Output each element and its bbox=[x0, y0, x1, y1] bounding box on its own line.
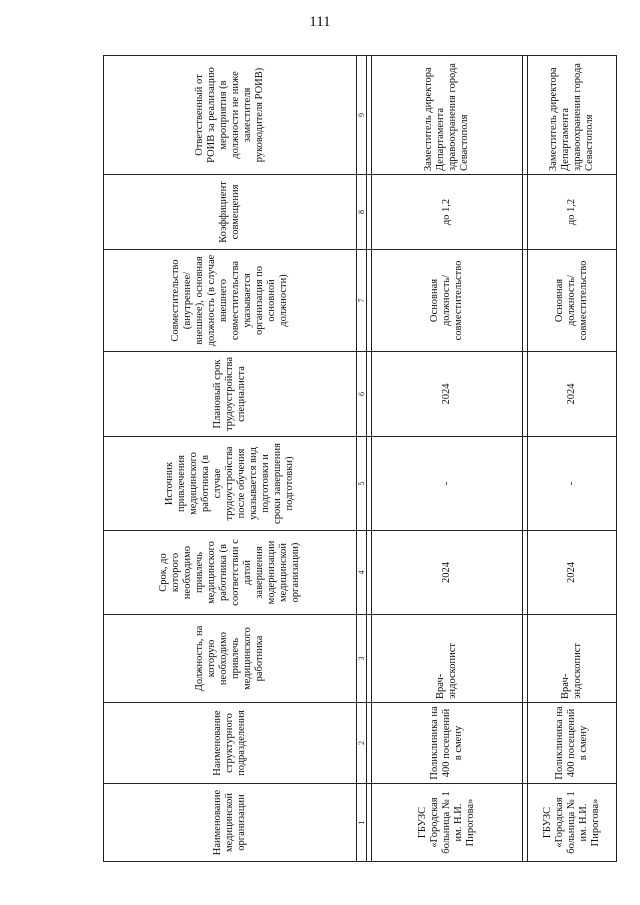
cell-organization: ГБУЗС «Городская больница № 1 им. Н.И. Пирогова» bbox=[528, 784, 617, 862]
cell-subdivision: Поликлиника на 400 посещений в смену bbox=[528, 703, 617, 784]
header-cell-planned-date: Плановый срок трудоустройства специалиста bbox=[104, 352, 357, 437]
column-number: 7 bbox=[357, 250, 367, 352]
column-number: 4 bbox=[357, 531, 367, 615]
table-row bbox=[372, 56, 523, 862]
cell-position: Врач-эндоскопист bbox=[528, 615, 617, 703]
cell-planned-date: 2024 bbox=[528, 352, 617, 437]
header-cell-subdivision: Наименование структурного подразделения bbox=[104, 703, 357, 784]
column-number: 2 bbox=[357, 703, 367, 784]
column-number: 5 bbox=[357, 437, 367, 531]
header-cell-deadline: Срок, до которого необходимо привлечь медицинского работника (в соответствии с датой завершения модернизации медицинской организации) bbox=[104, 531, 357, 615]
page-number: 111 bbox=[309, 14, 331, 30]
cell-coefficient: до 1,2 bbox=[372, 175, 523, 250]
cell-coefficient: до 1,2 bbox=[528, 175, 617, 250]
column-number: 1 bbox=[357, 784, 367, 862]
column-number: 6 bbox=[357, 352, 367, 437]
column-number: 8 bbox=[357, 175, 367, 250]
cell-subdivision: Поликлиника на 400 посещений в смену bbox=[372, 703, 523, 784]
header-cell-coefficient: Коэффициент совмещения bbox=[104, 175, 357, 250]
cell-source: - bbox=[528, 437, 617, 531]
header-cell-combination: Совместительство (внутреннее/внешнее), основная должность (в случае внешнего совместительства указывается организация по основной должности) bbox=[104, 250, 357, 352]
header-cell-position: Должность, на которую необходимо привлечь медицинского работника bbox=[104, 615, 357, 703]
column-number-row bbox=[357, 56, 367, 862]
cell-position: Врач-эндоскопист bbox=[372, 615, 523, 703]
cell-responsible: Заместитель директора Департамента здравоохранения города Севастополя bbox=[372, 56, 523, 175]
cell-source: - bbox=[372, 437, 523, 531]
header-cell-responsible: Ответственный от РОИВ за реализацию мероприятия (в должности не ниже заместителя руководителя РОИВ) bbox=[104, 56, 357, 175]
cell-combination: Основная должность/ совместительство bbox=[528, 250, 617, 352]
cell-planned-date: 2024 bbox=[372, 352, 523, 437]
cell-combination: Основная должность/ совместительство bbox=[372, 250, 523, 352]
header-cell-organization: Наименование медицинской организации bbox=[104, 784, 357, 862]
column-number: 3 bbox=[357, 615, 367, 703]
staffing-table bbox=[103, 55, 617, 862]
cell-organization: ГБУЗС «Городская больница № 1 им. Н.И. Пирогова» bbox=[372, 784, 523, 862]
cell-responsible: Заместитель директора Департамента здравоохранения города Севастополя bbox=[528, 56, 617, 175]
table-header-row bbox=[104, 56, 357, 862]
table-row bbox=[528, 56, 617, 862]
header-cell-source: Источник привлечения медицинского работника (в случае трудоустройства после обучения указывается вид подготовки и сроки завершения подготовки) bbox=[104, 437, 357, 531]
column-number: 9 bbox=[357, 56, 367, 175]
cell-deadline: 2024 bbox=[528, 531, 617, 615]
cell-deadline: 2024 bbox=[372, 531, 523, 615]
rotated-table-container bbox=[103, 56, 610, 862]
